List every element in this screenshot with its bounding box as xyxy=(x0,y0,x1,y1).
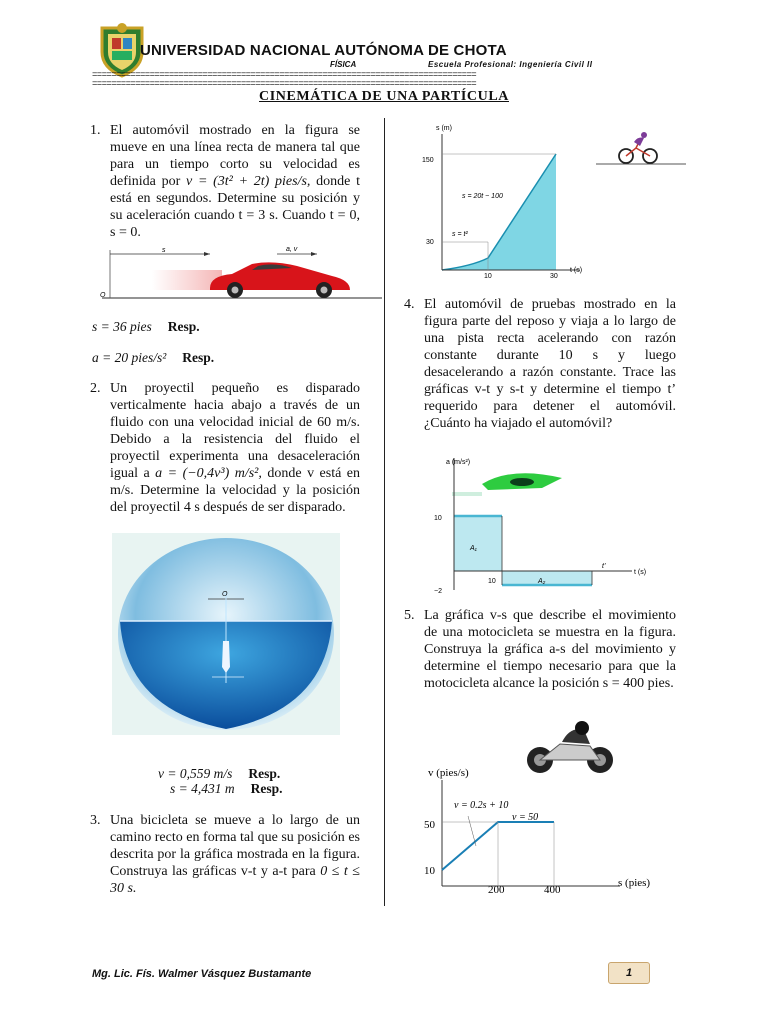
problem-text: donde t está en segundos. Determine su posición y su aceleración cuando t = 3 s. Cuando t = 0, s = 0. xyxy=(110,174,361,240)
problem-text: Una bicicleta se mueve a lo largo de un camino recto en forma tal que su posición es descrita por la gráfica mostrada en la figura. Construya las gráficas v-t y a-t para xyxy=(110,813,360,879)
s-t-graph xyxy=(410,120,590,280)
x-tick: 10 xyxy=(488,578,496,585)
problem-text: donde v está en m/s. Determine la velocidad y la posición del proyectil 4 s después de ser disparado. xyxy=(110,466,361,515)
y-tick: 10 xyxy=(424,865,435,877)
x-tick: 10 xyxy=(484,273,492,280)
origin-label: O xyxy=(222,591,228,598)
problem-number: 4. xyxy=(404,297,415,312)
a-t-graph xyxy=(412,452,656,600)
problem-1 xyxy=(90,122,361,241)
x-tick: 400 xyxy=(544,884,561,896)
problem-3 xyxy=(90,812,360,897)
av-label: a, v xyxy=(286,246,298,253)
problem-5 xyxy=(404,607,676,692)
answer-2b: s = 4,431 m Resp. xyxy=(170,781,283,796)
line-equation: v = 0.2s + 10 xyxy=(454,800,509,811)
problem-2 xyxy=(90,380,361,516)
area-label: A₂ xyxy=(538,578,546,585)
x-axis-label: t (s) xyxy=(570,267,583,274)
x-tick: 200 xyxy=(488,884,505,896)
x-axis-label: s (pies) xyxy=(618,877,651,889)
y-tick: 30 xyxy=(426,239,434,246)
line-equation: s = 20t − 100 xyxy=(462,193,503,200)
y-tick: 10 xyxy=(434,515,442,522)
problem-formula: a = (−0,4v³) m/s², xyxy=(155,466,262,481)
fluid-projectile-figure xyxy=(112,533,340,735)
subject-label: FÍSICA xyxy=(330,60,357,69)
s-label: s xyxy=(162,247,166,254)
page-number: 1 xyxy=(608,962,650,984)
origin-label: O xyxy=(100,292,106,299)
answer-1a: s = 36 pies Resp. xyxy=(92,319,200,334)
x-tick: 30 xyxy=(550,273,558,280)
problem-text: Un proyectil pequeño es disparado verticalmente hacia abajo a través de un fluido con una velocidad inicial de 60 m/s. Debido a la resistencia del fluido el proyectil experimenta una desaceleración igual a xyxy=(110,381,360,481)
answer-1b: a = 20 pies/s² Resp. xyxy=(92,350,215,365)
answer-2a: v = 0,559 m/s Resp. xyxy=(158,766,281,781)
car-figure xyxy=(92,240,382,304)
school-label: Escuela Profesional: Ingeniería Civil II xyxy=(428,60,593,69)
curve-equation: s = t² xyxy=(452,231,468,238)
x-tick: t’ xyxy=(602,563,606,570)
problem-formula: 0 ≤ t ≤ 30 s. xyxy=(110,864,360,896)
y-axis-label: s (m) xyxy=(436,125,452,132)
y-tick: 150 xyxy=(422,157,434,164)
page-title: CINEMÁTICA DE UNA PARTÍCULA xyxy=(259,89,509,104)
y-tick: 50 xyxy=(424,819,435,831)
flat-equation: v = 50 xyxy=(512,812,539,823)
bicycle-figure xyxy=(596,130,686,168)
problem-4 xyxy=(404,296,676,432)
area-label: A₁ xyxy=(470,545,477,552)
y-axis-label: v (pies/s) xyxy=(428,767,469,779)
problem-formula: v = (3t² + 2t) pies/s, xyxy=(186,174,311,189)
problem-text: El automóvil de pruebas mostrado en la figura parte del reposo y viaja a lo largo de una pista recta acelerando con razón constante durante 10 s y luego desacelerando a razón constante. Trace las gráficas v-t y s-t y determine el tiempo t’ requerido para detener el automóvil. ¿Cuánto ha viajado el automóvil? xyxy=(424,297,676,431)
problem-number: 3. xyxy=(90,813,101,828)
footer-author: Mg. Lic. Fís. Walmer Vásquez Bustamante xyxy=(92,968,312,980)
problem-number: 2. xyxy=(90,381,101,396)
y-tick: −2 xyxy=(434,588,442,595)
column-divider xyxy=(384,118,385,906)
university-name: UNIVERSIDAD NACIONAL AUTÓNOMA DE CHOTA xyxy=(140,42,507,59)
y-axis-label: a (m/s²) xyxy=(446,459,471,466)
header-rule: ================================================================================ ================================================================================ xyxy=(92,71,477,89)
v-s-graph xyxy=(420,760,660,896)
x-axis-label: t (s) xyxy=(634,569,647,576)
problem-number: 1. xyxy=(90,123,101,138)
problem-number: 5. xyxy=(404,608,415,623)
problem-text: El automóvil mostrado en la figura se mueve en una línea recta de manera tal que para un tiempo corto su velocidad es definida por xyxy=(110,123,360,189)
problem-text: La gráfica v-s que describe el movimiento de una motocicleta se muestra en la figura. Construya la gráfica a-s del movimiento y determine el tiempo necesario para que la motocicleta alcance la posición s = 400 pies. xyxy=(424,608,676,691)
